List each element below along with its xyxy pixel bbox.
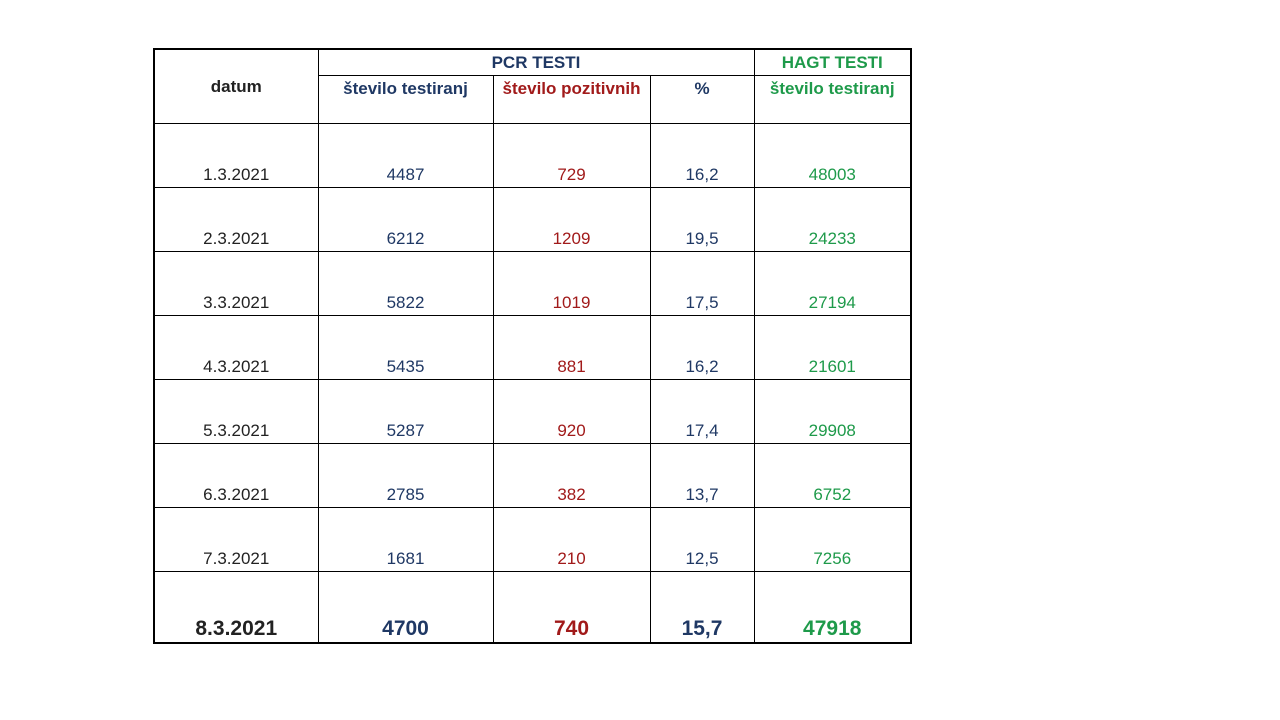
cell-date: 1.3.2021 xyxy=(154,124,318,188)
table-row xyxy=(154,380,911,444)
cell-pcr-tested: 5287 xyxy=(318,380,493,444)
header-pcr-percent: % xyxy=(650,76,754,124)
cell-pcr-positive: 210 xyxy=(493,508,650,572)
header-date: datum xyxy=(154,49,318,124)
table-row xyxy=(154,188,911,252)
cell-pcr-tested-highlight: 4700 xyxy=(318,572,493,644)
cell-pcr-positive: 881 xyxy=(493,316,650,380)
cell-percent: 16,2 xyxy=(650,316,754,380)
table-body xyxy=(154,124,911,644)
cell-date: 5.3.2021 xyxy=(154,380,318,444)
cell-date-highlight: 8.3.2021 xyxy=(154,572,318,644)
cell-hagt-tested: 48003 xyxy=(754,124,911,188)
cell-hagt-tested-highlight: 47918 xyxy=(754,572,911,644)
cell-pcr-positive-highlight: 740 xyxy=(493,572,650,644)
cell-hagt-tested: 7256 xyxy=(754,508,911,572)
table-row xyxy=(154,252,911,316)
cell-pcr-positive: 920 xyxy=(493,380,650,444)
cell-hagt-tested: 27194 xyxy=(754,252,911,316)
cell-hagt-tested: 21601 xyxy=(754,316,911,380)
cell-pcr-tested: 4487 xyxy=(318,124,493,188)
header-hagt-tested: število testiranj xyxy=(754,76,911,124)
cell-pcr-positive: 729 xyxy=(493,124,650,188)
cell-pcr-tested: 1681 xyxy=(318,508,493,572)
cell-percent: 16,2 xyxy=(650,124,754,188)
table-row xyxy=(154,124,911,188)
cell-pcr-tested: 6212 xyxy=(318,188,493,252)
cell-percent-highlight: 15,7 xyxy=(650,572,754,644)
cell-date: 4.3.2021 xyxy=(154,316,318,380)
cell-date: 6.3.2021 xyxy=(154,444,318,508)
cell-percent: 17,5 xyxy=(650,252,754,316)
cell-pcr-tested: 2785 xyxy=(318,444,493,508)
cell-percent: 13,7 xyxy=(650,444,754,508)
cell-hagt-tested: 29908 xyxy=(754,380,911,444)
header-pcr-tested: število testiranj xyxy=(318,76,493,124)
cell-percent: 17,4 xyxy=(650,380,754,444)
header-pcr-positive: število pozitivnih xyxy=(493,76,650,124)
cell-date: 2.3.2021 xyxy=(154,188,318,252)
cell-date: 3.3.2021 xyxy=(154,252,318,316)
cell-pcr-tested: 5822 xyxy=(318,252,493,316)
cell-date: 7.3.2021 xyxy=(154,508,318,572)
cell-percent: 19,5 xyxy=(650,188,754,252)
table-row xyxy=(154,444,911,508)
cell-percent: 12,5 xyxy=(650,508,754,572)
header-hagt-group: HAGT TESTI xyxy=(754,49,911,76)
cell-hagt-tested: 24233 xyxy=(754,188,911,252)
cell-pcr-tested: 5435 xyxy=(318,316,493,380)
cell-pcr-positive: 382 xyxy=(493,444,650,508)
header-pcr-group: PCR TESTI xyxy=(318,49,754,76)
cell-hagt-tested: 6752 xyxy=(754,444,911,508)
highlight-row xyxy=(154,572,911,644)
cell-pcr-positive: 1209 xyxy=(493,188,650,252)
cell-pcr-positive: 1019 xyxy=(493,252,650,316)
table-row xyxy=(154,316,911,380)
table-row xyxy=(154,508,911,572)
testing-table xyxy=(153,48,912,644)
